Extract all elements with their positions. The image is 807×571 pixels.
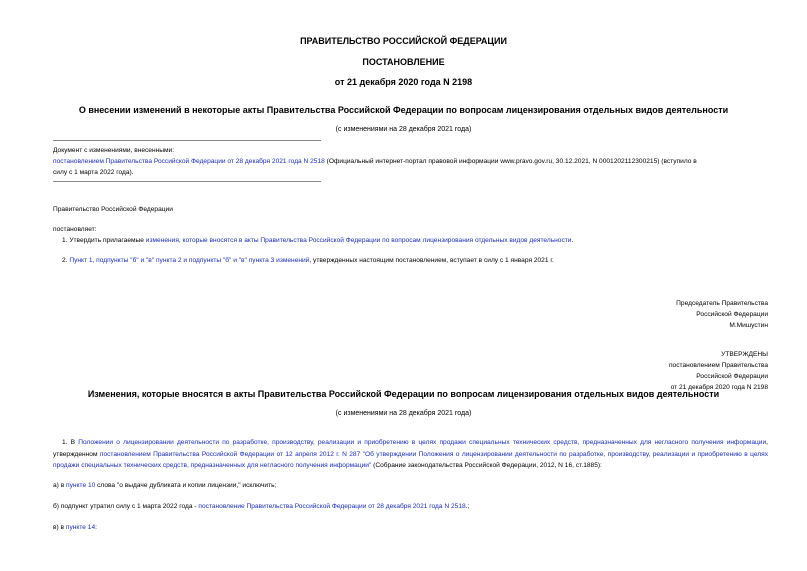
changes-link[interactable]: изменения, которые вносятся в акты Правительства Российской Федерации по вопросам лицензирования отдельных видов деятельности [145,237,572,244]
amending-resolution-link[interactable]: постановлением Правительства Российской Федерации от 28 декабря 2021 года N 2518 [53,158,325,165]
document-type: ПОСТАНОВЛЕНИЕ [362,57,445,67]
annex-paragraph-1 [53,437,768,472]
resolves-label: постановляет: [53,226,97,233]
resolution-287-link[interactable]: постановлением Правительства Российской Федерации от 12 апреля 2012 г. N 287 "Об утверждении Положения о лицензировании деятельности по разработке, производству, реализации и приобретению в целях продажи специальных технических средств, предназначенных для негласного получения информации" [53,450,768,469]
subitem-b [53,503,469,510]
approval-line-3: Российской Федерации [696,373,768,380]
annex-p1-suffix: (Собрание законодательства Российской Федерации, 2012, N 16, ст.1885): [371,462,602,469]
annex-revision-note: (с изменениями на 28 декабря 2021 года) [335,410,472,417]
changes-box-top-rule [53,140,321,141]
subitem-a [53,482,276,489]
resolution-2518-link[interactable]: постановление Правительства Российской Федерации от 28 декабря 2021 года N 2518 [198,503,466,510]
government-name: Правительство Российской Федерации [53,206,173,213]
changes-box [53,145,768,178]
signature-position: Председатель Правительства [676,300,768,307]
changes-box-source: (Официальный интернет-портал правовой информации www.pravo.gov.ru, 30.12.2021, N 0001202112300215) (вступило в [324,158,697,165]
approval-date: от 21 декабря 2020 года N 2198 [670,384,768,391]
changes-box-label: Документ с изменениями, внесенными: [53,147,175,154]
item-2-prefix: 2. [62,257,70,264]
annex-p1-prefix: 1. В [62,439,79,446]
signature-block [500,298,768,331]
signature-country: Российской Федерации [696,311,768,318]
subitem-a-prefix: а) в [53,482,67,489]
subitem-a-suffix: слова "о выдаче дубликата и копии лицензии," исключить; [95,482,277,489]
approval-line-2: постановлением Правительства [668,362,768,369]
item-1-suffix: . [571,237,574,244]
government-heading: ПРАВИТЕЛЬСТВО РОССИЙСКОЙ ФЕДЕРАЦИИ [300,36,507,46]
item-2-link[interactable]: Пункт 1, подпункты "б" и "в" пункта 2 и подпункты "б" и "в" пункта 3 изменений [69,257,310,264]
point-10-link[interactable]: пункте 10 [66,482,96,489]
signature-name: М.Мишустин [729,322,768,329]
approval-heading: УТВЕРЖДЕНЫ [721,351,768,358]
changes-box-bottom-rule [53,181,321,182]
item-1 [62,237,573,244]
item-2-suffix: , утвержденных настоящим постановлением, вступает в силу с 1 января 2021 г. [309,257,554,264]
annex-title: Изменения, которые вносятся в акты Правительства Российской Федерации по вопросам лицензирования отдельных видов деятельности [87,389,720,399]
item-1-prefix: 1. Утвердить прилагаемые [62,237,146,244]
subitem-b-prefix: б) подпункт утратил силу с 1 марта 2022 года - [53,503,199,510]
subitem-c-suffix: : [95,524,97,531]
licensing-regulation-link[interactable]: Положении о лицензировании деятельности по разработке, производству, реализации и приобретению в целях продажи специальных технических средств, предназначенных для негласного получения информации [78,439,767,446]
document-date-number: от 21 декабря 2020 года N 2198 [334,77,473,87]
annex-p1-middle: , утвержденном [53,439,768,458]
point-14-link[interactable]: пункте 14 [65,524,96,531]
revision-note: (с изменениями на 28 декабря 2021 года) [335,126,472,133]
subitem-c-prefix: в) в [53,524,66,531]
subitem-b-suffix: .; [465,503,470,510]
approval-stamp [500,349,768,393]
changes-box-entry [53,156,768,167]
document-title: О внесении изменений в некоторые акты Правительства Российской Федерации по вопросам лицензирования отдельных видов деятельности [78,105,729,115]
subitem-c [53,524,97,531]
item-2 [62,257,554,264]
changes-box-effective: силу с 1 марта 2022 года). [53,169,134,176]
